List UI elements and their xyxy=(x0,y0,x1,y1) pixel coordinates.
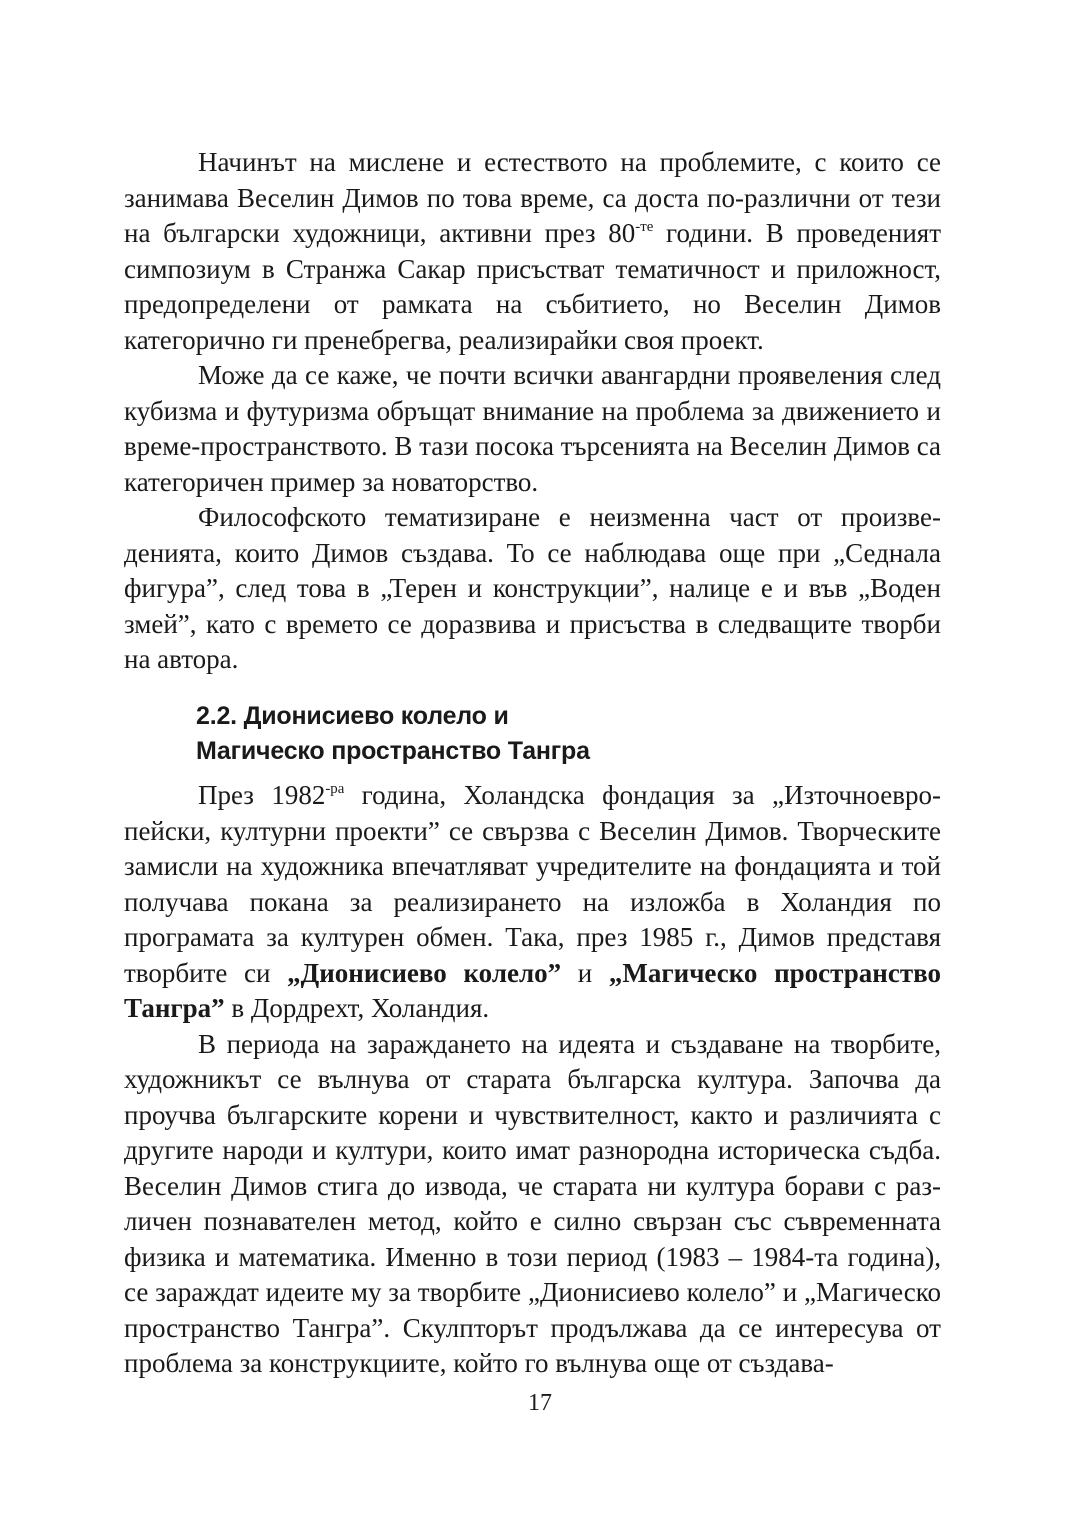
paragraph-text: През 1982 xyxy=(198,780,326,810)
paragraph-text: година, Холандска фондация за „Източноевропейски, културни проекти” се свързва с Веселин Димов. Творческите замисли на художника впечатляват учредителите на фондацията и той получава покана за реализирането на изложба в Холандия по програмата за културен обмен. Така, през 1985 г., Димов представя творбите си xyxy=(124,780,941,988)
paragraph xyxy=(124,778,941,1027)
artwork-title: „Дионисиево колело” xyxy=(287,957,562,988)
text-block-intro xyxy=(124,145,941,678)
section-heading xyxy=(196,699,936,769)
paragraph-text: Начинът на мислене и естеството на проблемите, с които се занимава Веселин Димов по това време, са доста по-различни от тези на български художници, активни през 80 xyxy=(124,147,941,248)
paragraph-text: и xyxy=(561,957,609,988)
page-number: 17 xyxy=(528,1390,552,1416)
section-heading-line: Магическо пространство Тангра xyxy=(196,737,590,765)
paragraph-text: години. В проведеният симпозиум в Странжа Сакар присъстват тематичност и приложност, предопределени от рамката на събитието, но Веселин Димов категорично ги пренебрегва, реализирайки своя проект. xyxy=(124,218,941,355)
paragraph: Може да се каже, че почти всички авангардни проявеления след кубизма и футуризма обръщат внимание на проблема за движението и време-пространството. В тази посока търсенията на Веселин Димов са категоричен пример за новаторство. xyxy=(124,360,941,497)
paragraph: Философското тематизиране е неизменна част от произведенията, които Димов създава. То се наблюдава още при „Седнала фигура”, след това в „Терен и конструкции”, налице е и във „Воден змей”, като с времето се доразвива и присъства в следващите творби на автора. xyxy=(124,502,941,674)
paragraph-text: в Дордрехт, Холандия. xyxy=(224,993,490,1023)
artwork-title: „Магическо пространство Тангра” xyxy=(124,957,941,1023)
paragraph xyxy=(124,145,941,358)
superscript: -те xyxy=(635,218,654,235)
section-heading-line: 2.2. Дионисиево колело и xyxy=(196,702,509,730)
text-block-section xyxy=(124,778,941,1382)
superscript: -ра xyxy=(325,780,345,797)
paragraph: В периода на зараждането на идеята и създаване на творбите, художникът се вълнува от старата българска култура. Започва да проучва българските корени и чувствителност, както и различията с другите народи и култури, които имат разнородна историческа съдба. Веселин Димов стига до извода, че старата ни култура борави с различен познавателен метод, който е силно свързан със съвременната физика и математика. Именно в този период (1983 – 1984-та година), се зараждат идеите му за творбите „Дионисиево колело” и „Магическо пространство Тангра”. Скулпторът продължава да се интересува от проблема за конструкциите, който го вълнува още от създава- xyxy=(124,1028,941,1378)
